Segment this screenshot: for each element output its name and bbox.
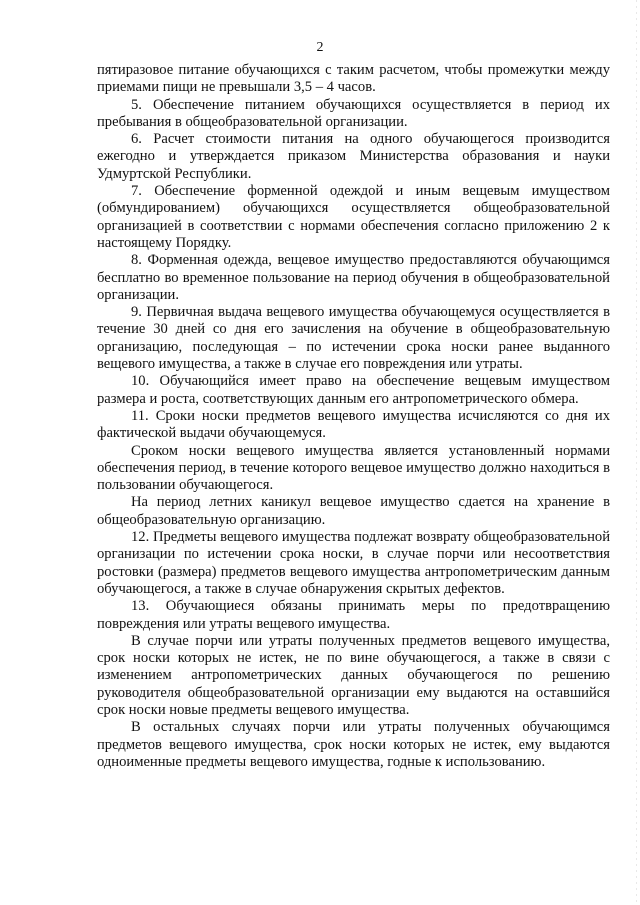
paragraph-wear-period: Сроком носки вещевого имущества является установленный нормами обеспечения период, в течение которого вещевое имущество должно находиться в пользовании обучающегося. [97, 442, 610, 494]
paragraph-item-12: 12. Предметы вещевого имущества подлежат возврату общеобразовательной организации по истечении срока носки, в случае порчи или несоответствия ростовки (размера) предметов вещевого имущества антропометрическим данным обучающегося, а также в случае обнаружения скрытых дефектов. [97, 529, 610, 597]
paragraph-continuation: пятиразовое питание обучающихся с таким расчетом, чтобы промежутки между приемами пищи не превышали 3,5 – 4 часов. [97, 62, 610, 96]
paragraph-item-6: 6. Расчет стоимости питания на одного обучающегося производится ежегодно и утверждается приказом Министерства образования и науки Удмуртской Республики. [97, 131, 610, 182]
paragraph-item-8: 8. Форменная одежда, вещевое имущество предоставляются обучающимся бесплатно во временное пользование на период обучения в общеобразовательной организации. [97, 252, 610, 303]
paragraph-damage-not-fault: В случае порчи или утраты полученных предметов вещевого имущества, срок носки которых не истек, не по вине обучающегося, а также в связи с изменением антропометрических данных обучающегося по решению руководителя общеобразовательной организации ему выдаются на оставшийся срок носки новые предметы вещевого имущества. [97, 632, 610, 718]
paragraph-item-7: 7. Обеспечение форменной одеждой и иным вещевым имуществом (обмундированием) обучающихся осуществляется общеобразовательной организацией в соответствии с нормами обеспечения согласно приложению 2 к настоящему Порядку. [97, 183, 610, 251]
scan-edge-line [636, 0, 637, 905]
paragraph-item-9: 9. Первичная выдача вещевого имущества обучающемуся осуществляется в течение 30 дней со дня его зачисления на обучение в общеобразовательную организацию, последующая – по истечении срока носки ранее выданного вещевого имущества, а также в случае его повреждения или утраты. [97, 304, 610, 373]
paragraph-item-13: 13. Обучающиеся обязаны принимать меры по предотвращению повреждения или утраты вещевого имущества. [97, 598, 610, 632]
paragraph-item-10: 10. Обучающийся имеет право на обеспечение вещевым имуществом размера и роста, соответствующих данным его антропометрического обмера. [97, 373, 610, 407]
page-number: 2 [316, 40, 324, 55]
paragraph-item-11: 11. Сроки носки предметов вещевого имущества исчисляются со дня их фактической выдачи обучающемуся. [97, 407, 610, 442]
document-body [97, 62, 610, 771]
paragraph-summer-storage: На период летних каникул вещевое имущество сдается на хранение в общеобразовательную организацию. [97, 494, 610, 528]
paragraph-other-cases: В остальных случаях порчи или утраты полученных обучающимся предметов вещевого имущества, срок носки которых не истек, ему выдаются одноименные предметы вещевого имущества, годные к использованию. [97, 719, 610, 770]
paragraph-item-5: 5. Обеспечение питанием обучающихся осуществляется в период их пребывания в общеобразовательной организации. [97, 96, 610, 130]
